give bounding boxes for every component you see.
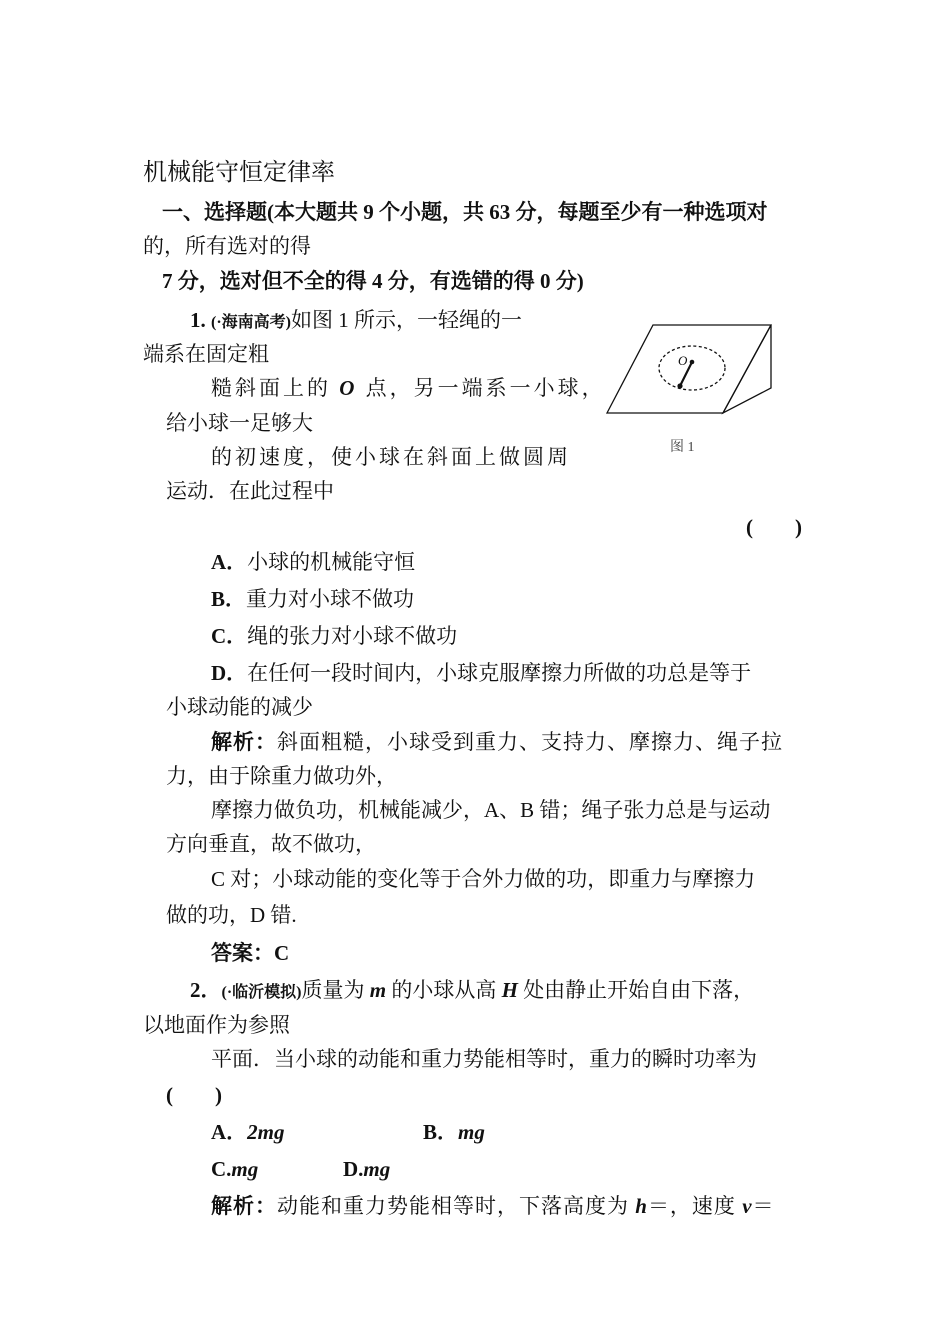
q2-option-d-key: D. [343, 1157, 364, 1181]
incline-side-face [723, 325, 771, 413]
pivot-point [690, 360, 695, 365]
q1-option-c-text: 绳的张力对小球不做功 [247, 624, 458, 648]
q1-option-d-key: D． [211, 661, 248, 685]
q1-option-b-text: 重力对小球不做功 [246, 587, 415, 611]
q1-line-1 [190, 307, 522, 336]
q2-option-d-value: mg [363, 1157, 391, 1181]
q1-option-a-key: A． [211, 550, 248, 574]
q2-option-b [423, 1119, 485, 1145]
q2-var-m: m [369, 978, 387, 1002]
q1-analysis-line-1 [211, 729, 783, 755]
q2-var-h: h [635, 1194, 648, 1218]
q1-analysis-line-2: 力，由于除重力做功外， [166, 764, 397, 788]
q1-line-4: 给小球一足够大 [166, 411, 313, 435]
q1-analysis-line-4: 方向垂直，故不做功， [166, 832, 376, 856]
q1-option-d [211, 660, 751, 686]
section-intro-text: (本大题共 9 个小题，共 63 分，每题至少有一种选项对 [267, 200, 768, 224]
q2-option-a-key: A． [211, 1120, 248, 1144]
q2-option-c [211, 1156, 258, 1182]
q1-source: (·海南高考) [211, 314, 291, 331]
section-heading: 一、选择题 [162, 200, 267, 224]
q1-option-c-key: C． [211, 624, 248, 648]
q2-option-a-value: 2mg [247, 1120, 285, 1144]
q1-line-5: 的初速度，使小球在斜面上做圆周 [211, 445, 571, 469]
q2-stem-1b: 的小球从高 [386, 978, 502, 1002]
ball [677, 383, 682, 388]
q1-stem-3a: 糙斜面上的 [211, 376, 340, 400]
q1-stem-3b: 点，另一端系一小球， [357, 376, 606, 400]
incline-figure [600, 318, 780, 460]
q1-analysis-line-6: 做的功，D 错. [166, 903, 297, 927]
q2-answer-bracket: ( ) [166, 1083, 222, 1107]
q1-line-6: 运动．在此过程中 [166, 479, 334, 503]
figure-caption: 图 1 [670, 440, 695, 455]
q1-analysis-line-3: 摩擦力做负功，机械能减少，A、B 错；绳子张力总是与运动 [211, 798, 771, 822]
q2-line-1 [190, 977, 754, 1006]
q2-option-b-key: B． [423, 1120, 459, 1144]
q1-line-3 [211, 375, 606, 401]
q1-stem-1: 如图 1 所示，一轻绳的一 [291, 308, 522, 332]
section-intro-line-3: 7 分，选对但不全的得 4 分，有选错的得 0 分) [162, 269, 584, 293]
q2-line-3: 平面．当小球的动能和重力势能相等时，重力的瞬时功率为 [211, 1047, 757, 1071]
q2-analysis-text-1c: ＝ [752, 1194, 775, 1218]
q1-var-o: O [339, 376, 358, 400]
q1-option-b [211, 586, 414, 612]
q1-option-a-text: 小球的机械能守恒 [247, 550, 416, 574]
q1-answer: C [274, 941, 290, 965]
section-intro-line-1 [162, 199, 768, 225]
q2-option-c-key: C. [211, 1157, 232, 1181]
q2-option-d [343, 1156, 390, 1182]
q1-answer-bracket: ( ) [746, 515, 802, 539]
q1-option-a [211, 549, 415, 575]
q2-analysis-label: 解析： [211, 1194, 277, 1218]
page-title: 机械能守恒定律率 [143, 160, 335, 186]
section-intro-line-2: 的，所有选对的得 [143, 234, 311, 258]
q1-option-c [211, 623, 457, 649]
q1-analysis-label: 解析： [211, 730, 277, 754]
q2-line-2: 以地面作为参照 [143, 1013, 290, 1037]
q2-option-a [211, 1119, 285, 1145]
q2-stem-1c: 处由静止开始自由下落， [517, 978, 755, 1002]
q2-option-b-value: mg [458, 1120, 485, 1144]
q2-option-c-value: mg [231, 1157, 259, 1181]
q2-analysis-text-1b: ＝，速度 [647, 1194, 743, 1218]
q1-option-d-continued: 小球动能的减少 [166, 695, 313, 719]
circular-path [659, 346, 725, 390]
q1-answer-line [211, 940, 289, 966]
q1-line-2: 端系在固定粗 [143, 342, 269, 366]
q1-analysis-line-5: C 对；小球动能的变化等于合外力做的功，即重力与摩擦力 [211, 867, 756, 891]
q1-answer-label: 答案： [211, 941, 274, 965]
q1-analysis-text-1: 斜面粗糙，小球受到重力、支持力、摩擦力、绳子拉 [277, 730, 783, 754]
q1-option-b-key: B． [211, 587, 247, 611]
q2-var-H: H [501, 978, 518, 1002]
q2-stem-1a: 质量为 [301, 978, 370, 1002]
q2-source: (·临沂模拟) [221, 984, 302, 1001]
q2-number: 2． [190, 978, 222, 1002]
q2-analysis-text-1a: 动能和重力势能相等时，下落高度为 [277, 1194, 636, 1218]
q2-var-v: v [742, 1194, 753, 1218]
q1-option-d-text: 在任何一段时间内，小球克服摩擦力所做的功总是等于 [247, 661, 752, 685]
q2-analysis-line-1 [211, 1193, 775, 1219]
q1-number: 1. [190, 308, 206, 332]
pivot-label: O [678, 353, 688, 368]
